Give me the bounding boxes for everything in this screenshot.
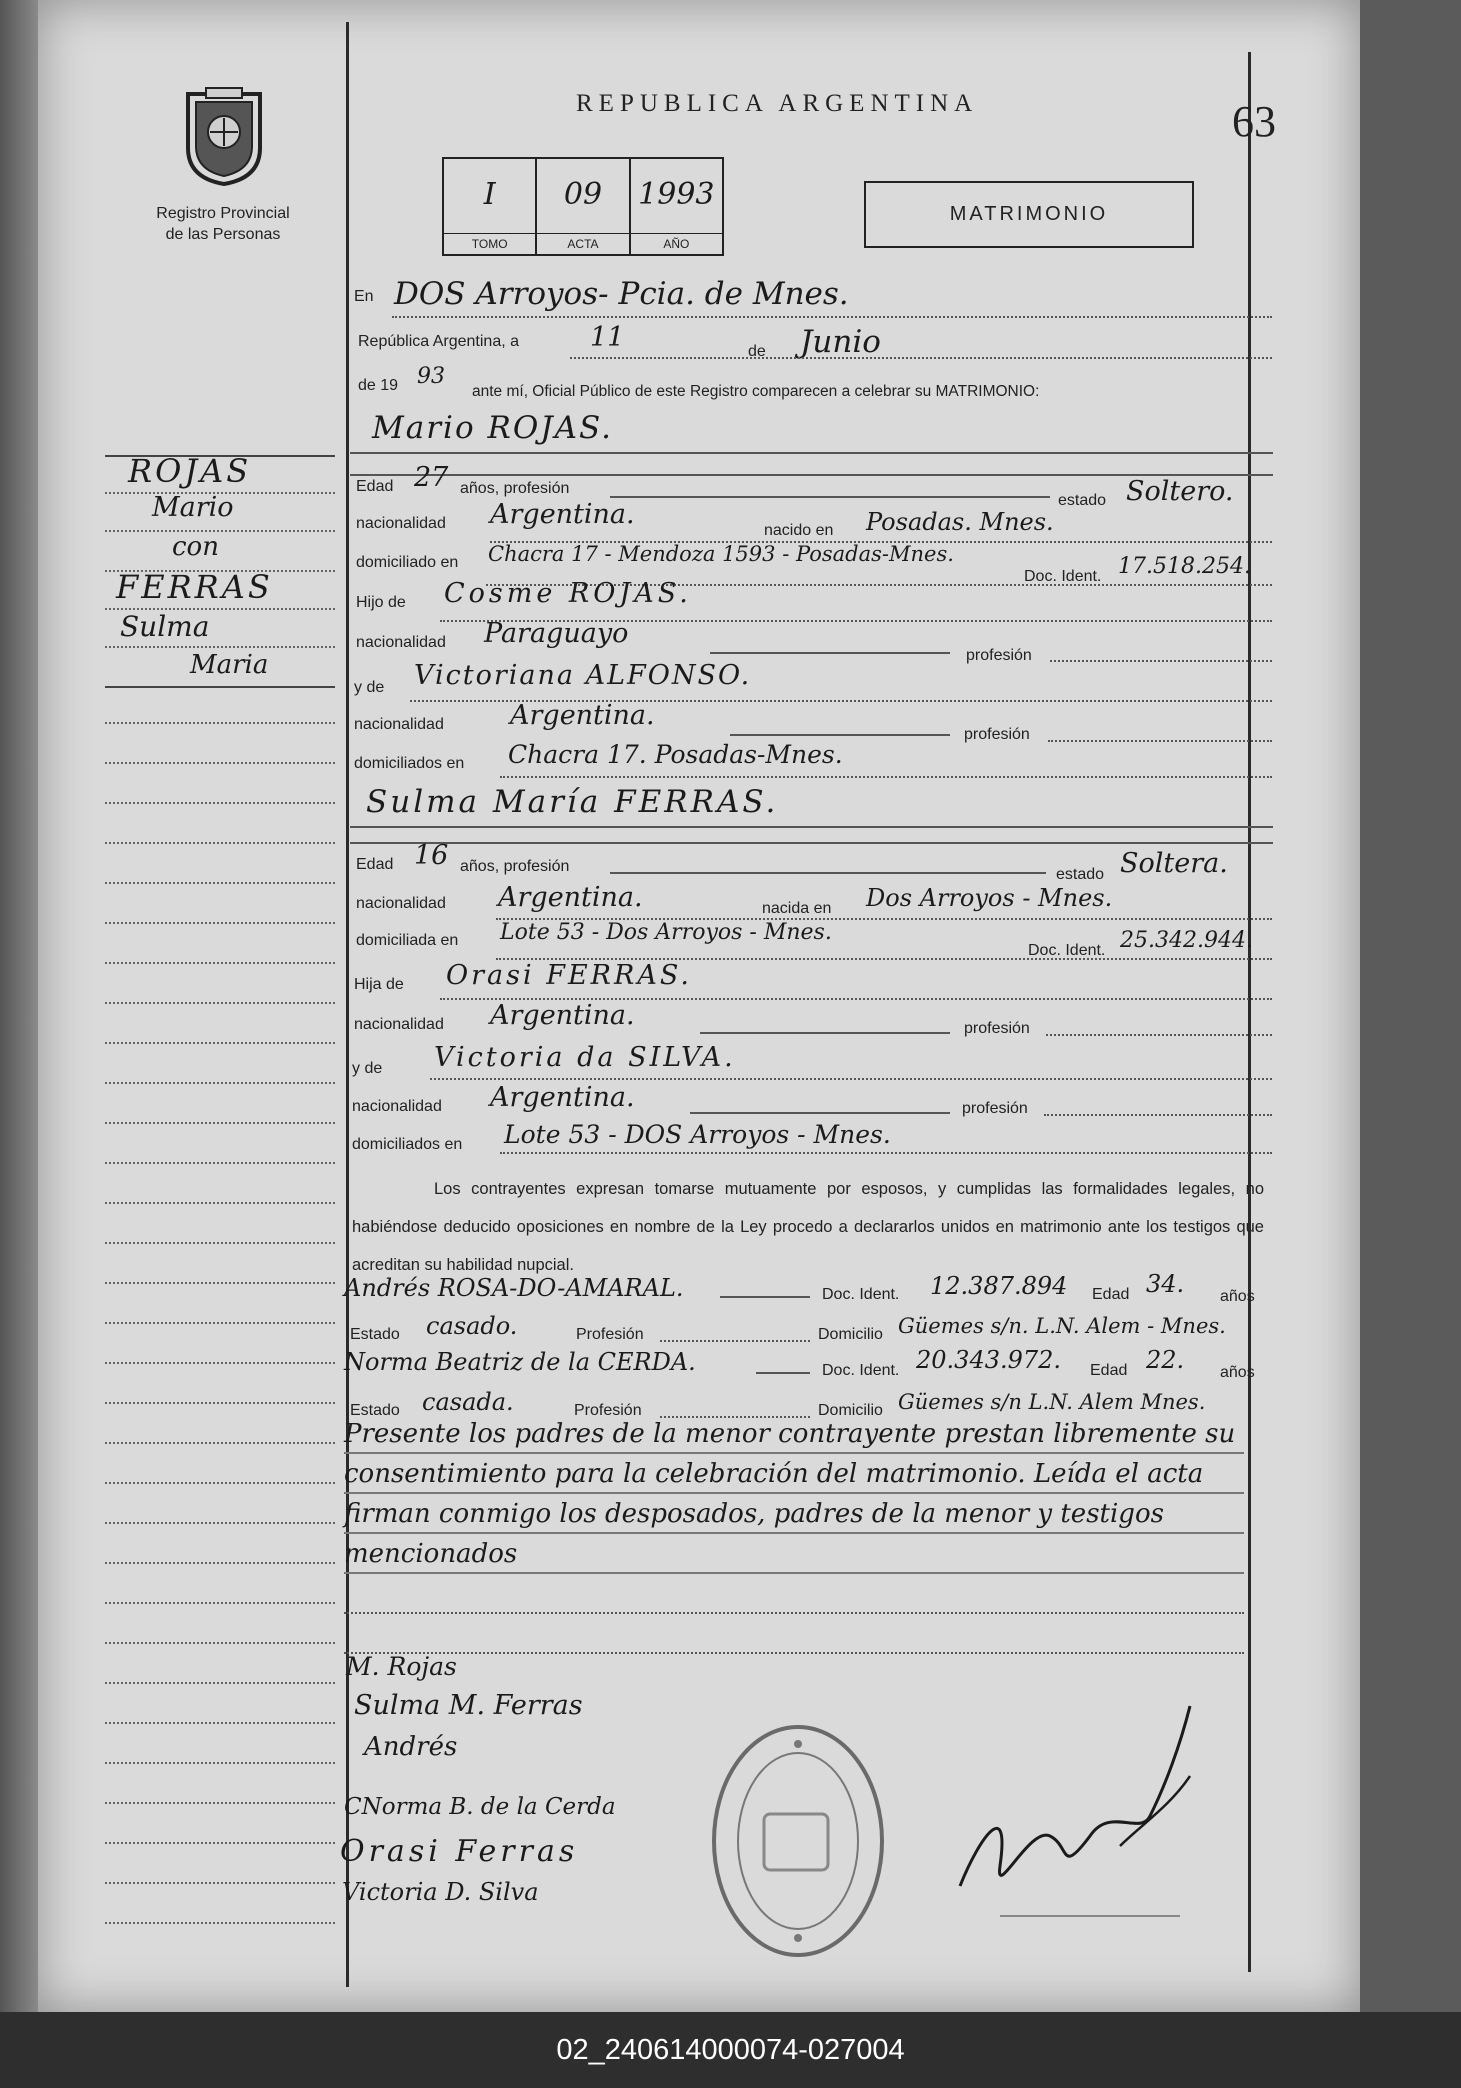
bride-label-nacida: nacida en <box>762 900 832 917</box>
blank-line <box>430 1078 1272 1080</box>
registry-name-line1: Registro Provincial <box>156 205 290 222</box>
blank-line <box>710 652 950 654</box>
witness1-doc: 12.387.894 <box>930 1272 1068 1300</box>
margin-bride-first-name: Sulma <box>120 610 210 643</box>
witness1-age: 34. <box>1146 1270 1185 1298</box>
province-seal-icon <box>176 86 272 186</box>
witness2-age: 22. <box>1146 1346 1185 1374</box>
bride-label-domiciliada: domiciliada en <box>356 932 459 949</box>
blank-line <box>690 1112 950 1114</box>
witness2-label-anos: años <box>1220 1364 1255 1381</box>
groom-nationality: Argentina. <box>490 499 635 530</box>
witness1-label-domicilio: Domicilio <box>818 1326 883 1343</box>
witness2-domicilio: Güemes s/n L.N. Alem Mnes. <box>898 1390 1206 1414</box>
label-de-19: de 19 <box>358 377 399 394</box>
label-de: de <box>748 343 766 360</box>
acta-label: ACTA <box>537 233 628 254</box>
bride-age: 16 <box>414 840 449 871</box>
witness2-name: Norma Beatriz de la CERDA. <box>344 1348 696 1376</box>
ano-value: 1993 <box>638 177 715 212</box>
tomo-label: TOMO <box>444 233 535 254</box>
book-cover-edge <box>1360 0 1461 2012</box>
bride-label-nacionalidad: nacionalidad <box>356 895 446 912</box>
ano-label: AÑO <box>631 233 722 254</box>
bride-parents-address: Lote 53 - DOS Arroyos - Mnes. <box>504 1120 891 1149</box>
witness1-label-anos: años <box>1220 1288 1255 1305</box>
intro-statement: ante mí, Oficial Público de este Registro comparecen a celebrar su MATRIMONIO: <box>472 383 1040 400</box>
blank-line <box>720 1296 810 1298</box>
left-column-divider <box>346 22 349 1987</box>
groom-birthplace: Posadas. Mnes. <box>866 508 1054 536</box>
country-heading: REPUBLICA ARGENTINA <box>576 90 979 117</box>
section-divider <box>350 842 1273 844</box>
bride-mother-nationality: Argentina. <box>490 1082 635 1113</box>
witness1-name: Andrés ROSA-DO-AMARAL. <box>344 1274 684 1302</box>
margin-groom-first-name: Mario <box>152 492 234 523</box>
image-id-footer: 02_240614000074-027004 <box>0 2012 1461 2088</box>
signature: Andrés <box>364 1732 458 1762</box>
bride-father: Orasi FERRAS. <box>446 960 692 991</box>
bride-label-edad: Edad <box>356 856 394 873</box>
groom-label-hijo: Hijo de <box>356 594 406 611</box>
acta-cell <box>537 159 630 254</box>
bride-label-hija: Hija de <box>354 976 404 993</box>
bride-father-nationality: Argentina. <box>490 1000 635 1031</box>
page-number: 63 <box>1232 97 1276 146</box>
bride-label-doc: Doc. Ident. <box>1028 942 1106 959</box>
section-divider <box>350 826 1273 828</box>
blank-line <box>610 872 1046 874</box>
groom-label-nac-madre: nacionalidad <box>354 716 444 733</box>
document-type-box: MATRIMONIO <box>864 181 1194 248</box>
groom-estado: Soltero. <box>1126 476 1234 507</box>
official-signature-icon <box>940 1686 1220 1926</box>
blank-line <box>392 316 1272 318</box>
month-value: Junio <box>800 324 881 360</box>
bride-label-prof-madre: profesión <box>962 1100 1028 1117</box>
blank-line <box>660 1340 810 1342</box>
bride-label-domiciliados: domiciliados en <box>352 1136 463 1153</box>
groom-label-domiciliado: domiciliado en <box>356 554 459 571</box>
witness1-label-estado: Estado <box>350 1326 400 1343</box>
registry-name-line2: de las Personas <box>165 226 281 243</box>
bride-label-estado: estado <box>1056 866 1105 883</box>
bride-label-nac-madre: nacionalidad <box>352 1098 442 1115</box>
year-suffix: 93 <box>417 364 445 389</box>
signature: Victoria D. Silva <box>342 1878 539 1906</box>
groom-label-doc: Doc. Ident. <box>1024 568 1102 585</box>
signature: CNorma B. de la Cerda <box>344 1794 616 1820</box>
groom-doc-ident: 17.518.254. <box>1118 554 1251 579</box>
signature: Sulma M. Ferras <box>354 1690 583 1721</box>
bride-label-anos: años, profesión <box>460 858 570 875</box>
margin-connector: con <box>172 532 219 562</box>
registry-stamp-icon <box>710 1722 886 1960</box>
groom-father-nationality: Paraguayo <box>484 618 629 649</box>
legal-declaration: Los contrayentes expresan tomarse mutuamente por esposos, y cumplidas las formalidades legales, no habiéndose deducido oposiciones en nombre de la Ley procedo a declararlos unidos en matrimonio ante los testigos que acreditan su habilidad nupcial. <box>352 1180 1264 1274</box>
groom-parents-address: Chacra 17. Posadas-Mnes. <box>508 740 843 769</box>
witness1-estado: casado. <box>426 1312 518 1340</box>
acta-reference-box <box>442 157 724 256</box>
blank-line <box>1044 1114 1272 1116</box>
witness2-estado: casada. <box>422 1388 514 1416</box>
tomo-cell <box>444 159 537 254</box>
groom-label-nacido: nacido en <box>764 522 834 539</box>
blank-line <box>500 1152 1272 1154</box>
blank-line <box>1050 660 1272 662</box>
label-en: En <box>354 288 374 305</box>
registry-name <box>118 203 328 245</box>
bride-estado: Soltera. <box>1120 848 1228 879</box>
witness1-label-doc: Doc. Ident. <box>822 1286 900 1303</box>
groom-label-estado: estado <box>1058 492 1107 509</box>
witness1-label-edad: Edad <box>1092 1286 1130 1303</box>
acta-value: 09 <box>563 177 603 212</box>
right-frame-line <box>1248 52 1251 1972</box>
book-binding <box>0 0 38 2012</box>
blank-line <box>1048 740 1272 742</box>
groom-mother-nationality: Argentina. <box>510 700 655 731</box>
blank-line <box>610 496 1050 498</box>
bride-mother: Victoria da SILVA. <box>434 1042 736 1073</box>
ano-cell <box>631 159 722 254</box>
bride-full-name: Sulma María FERRAS. <box>366 784 779 820</box>
tomo-value: I <box>483 177 496 212</box>
groom-label-nac-padre: nacionalidad <box>356 634 446 651</box>
witness2-label-profesion: Profesión <box>574 1402 642 1419</box>
blank-line <box>700 1032 950 1034</box>
day-value: 11 <box>590 322 625 353</box>
witness2-label-doc: Doc. Ident. <box>822 1362 900 1379</box>
blank-line <box>500 776 1272 778</box>
witness2-label-estado: Estado <box>350 1402 400 1419</box>
groom-label-prof-madre: profesión <box>964 726 1030 743</box>
signature: Orasi Ferras <box>340 1834 579 1869</box>
witness1-label-profesion: Profesión <box>576 1326 644 1343</box>
groom-label-domiciliados: domiciliados en <box>354 755 465 772</box>
place-value: DOS Arroyos- Pcia. de Mnes. <box>394 276 849 312</box>
witness2-label-domicilio: Domicilio <box>818 1402 883 1419</box>
bride-address: Lote 53 - Dos Arroyos - Mnes. <box>500 920 832 945</box>
label-republica: República Argentina, a <box>358 333 519 350</box>
witness1-domicilio: Güemes s/n. L.N. Alem - Mnes. <box>898 1314 1226 1338</box>
margin-bride-middle-name: Maria <box>190 650 269 680</box>
groom-label-prof-padre: profesión <box>966 647 1032 664</box>
witness2-label-edad: Edad <box>1090 1362 1128 1379</box>
bride-nationality: Argentina. <box>498 882 643 913</box>
section-divider <box>350 452 1273 454</box>
handwritten-notes: Presente los padres de la menor contrayente prestan libremente su consentimiento para la celebración del matrimonio. Leída el acta firman conmigo los desposados, padres de la menor y testigos mencionados <box>344 1419 1236 1569</box>
blank-line <box>756 1372 810 1374</box>
groom-label-y-de: y de <box>354 679 385 696</box>
bride-doc-ident: 25.342.944. <box>1120 928 1253 953</box>
groom-label-nacionalidad: nacionalidad <box>356 515 446 532</box>
groom-address: Chacra 17 - Mendoza 1593 - Posadas-Mnes. <box>488 542 954 566</box>
groom-father: Cosme ROJAS. <box>444 578 692 609</box>
margin-bride-surname: FERRAS <box>116 568 273 606</box>
margin-groom-surname: ROJAS <box>128 452 252 490</box>
groom-mother: Victoriana ALFONSO. <box>414 660 752 691</box>
witness2-doc: 20.343.972. <box>916 1346 1062 1374</box>
bride-birthplace: Dos Arroyos - Mnes. <box>866 884 1113 912</box>
groom-label-anos: años, profesión <box>460 480 570 497</box>
groom-age: 27 <box>414 462 449 493</box>
blank-line <box>570 357 1272 359</box>
blank-line <box>1046 1034 1272 1036</box>
bride-label-prof-padre: profesión <box>964 1020 1030 1037</box>
bride-label-nac-padre: nacionalidad <box>354 1016 444 1033</box>
bride-label-y-de: y de <box>352 1060 383 1077</box>
blank-line <box>730 734 950 736</box>
signature: M. Rojas <box>346 1652 457 1681</box>
groom-label-edad: Edad <box>356 478 394 495</box>
groom-full-name: Mario ROJAS. <box>372 410 614 446</box>
